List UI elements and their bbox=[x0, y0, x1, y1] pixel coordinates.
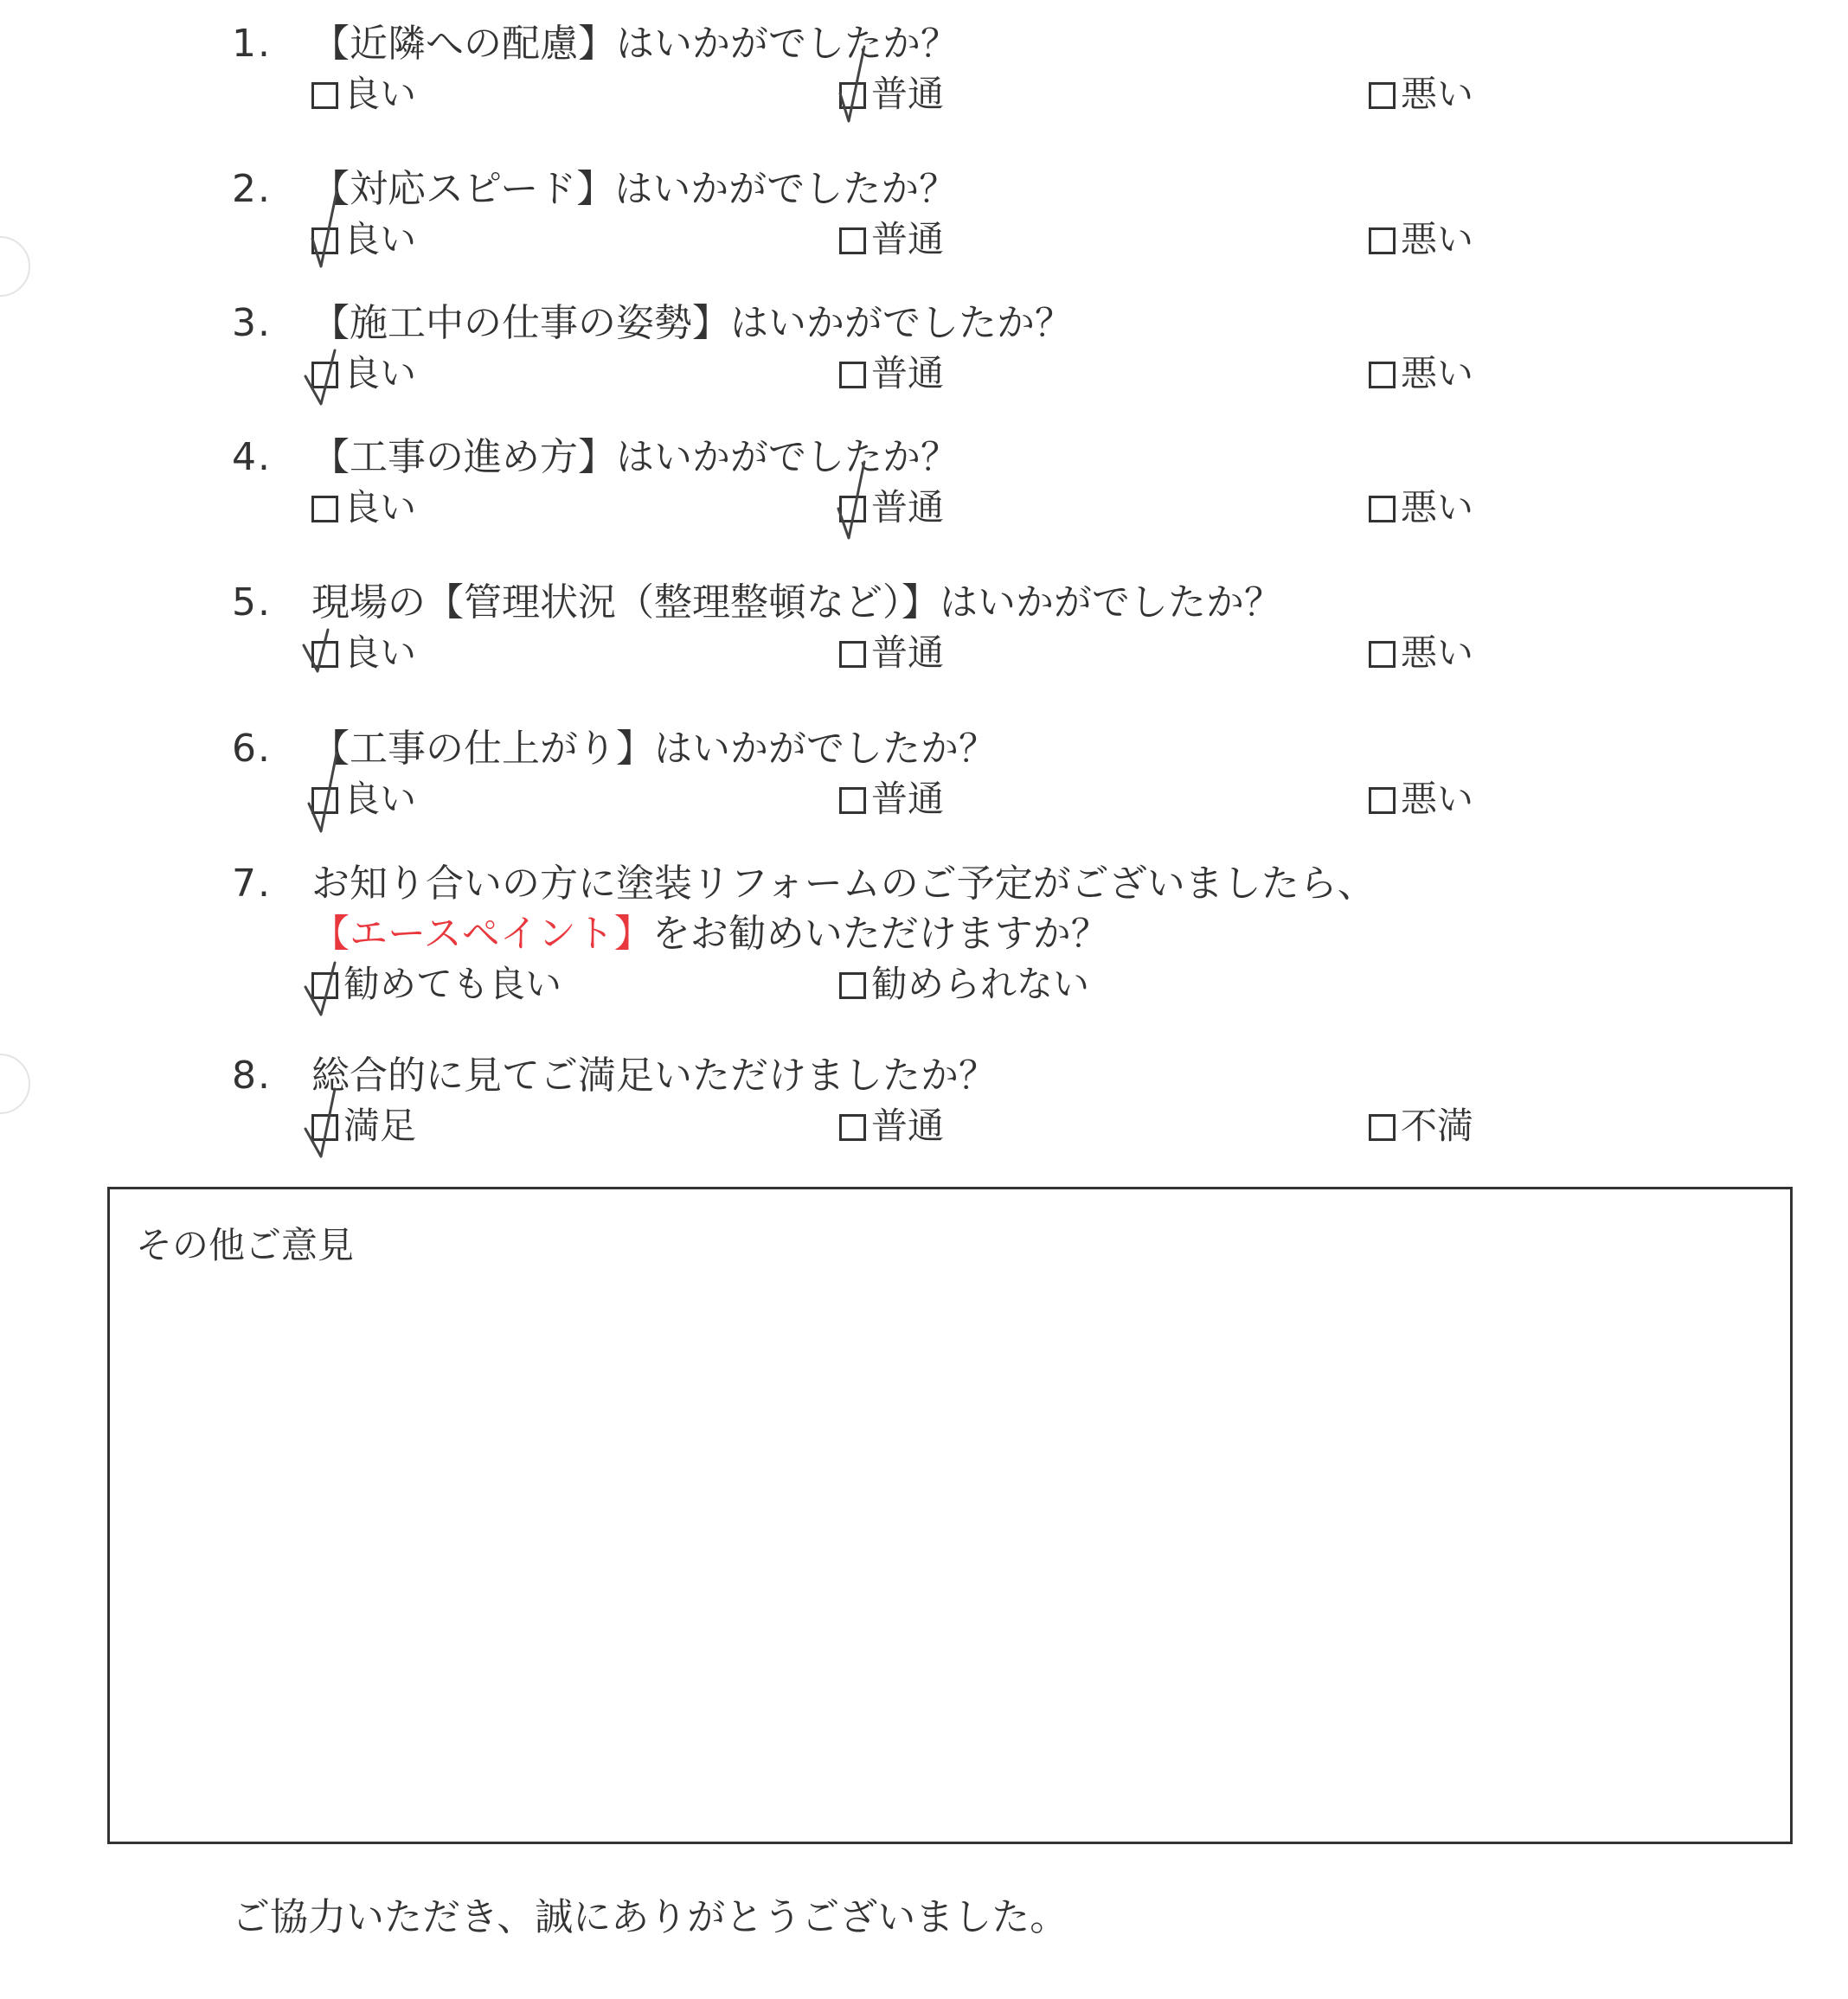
option-average[interactable]: 普通 bbox=[839, 1101, 944, 1151]
question-number: 7. bbox=[232, 862, 272, 906]
option-dissatisfied[interactable]: 不満 bbox=[1369, 1101, 1473, 1151]
question-number: 2. bbox=[232, 167, 272, 211]
option-recommend[interactable]: 勧めても良い bbox=[311, 959, 561, 1009]
checkbox[interactable] bbox=[839, 362, 866, 388]
question-text: 【近隣への配慮】はいかがでしたか？ bbox=[311, 22, 959, 66]
checkbox[interactable] bbox=[1369, 227, 1396, 254]
option-average[interactable]: 普通 bbox=[839, 69, 944, 119]
question-number: 1. bbox=[232, 22, 272, 66]
option-bad[interactable]: 悪い bbox=[1369, 628, 1473, 678]
checkbox[interactable] bbox=[311, 82, 338, 109]
checkbox[interactable] bbox=[839, 972, 866, 999]
checkbox[interactable] bbox=[1369, 1114, 1396, 1141]
checkbox-checked[interactable] bbox=[839, 82, 866, 109]
checkbox-checked[interactable] bbox=[839, 496, 866, 522]
question-text: 【工事の進め方】はいかがでしたか？ bbox=[311, 435, 959, 479]
answer-options bbox=[311, 483, 1782, 533]
option-average[interactable]: 普通 bbox=[839, 215, 944, 265]
option-good[interactable]: 良い bbox=[311, 215, 416, 265]
answer-options bbox=[311, 349, 1782, 399]
option-good[interactable]: 良い bbox=[311, 774, 416, 824]
thanks-message: ご協力いただき、誠にありがとうございました。 bbox=[232, 1895, 1068, 1939]
option-bad[interactable]: 悪い bbox=[1369, 774, 1473, 824]
question-text: お知り合いの方に塗装リフォームのご予定がございましたら、 bbox=[311, 862, 1376, 906]
company-name: 【エースペイント】 bbox=[311, 912, 652, 956]
option-satisfied[interactable]: 満足 bbox=[311, 1101, 416, 1151]
question-number: 6. bbox=[232, 727, 272, 771]
answer-options bbox=[311, 69, 1782, 119]
checkbox-checked[interactable] bbox=[311, 787, 338, 814]
option-good[interactable]: 良い bbox=[311, 349, 416, 399]
question-text: 【対応スピード】はいかがでしたか？ bbox=[311, 167, 958, 211]
checkbox[interactable] bbox=[1369, 82, 1396, 109]
checkbox[interactable] bbox=[839, 1114, 866, 1141]
checkbox[interactable] bbox=[839, 787, 866, 814]
checkbox[interactable] bbox=[1369, 641, 1396, 668]
question-text: 総合的に見てご満足いただけましたか？ bbox=[311, 1054, 997, 1098]
option-not-recommend[interactable]: 勧められない bbox=[839, 959, 1089, 1009]
answer-options bbox=[311, 1101, 1782, 1151]
checkbox-checked[interactable] bbox=[311, 362, 338, 388]
checkbox-checked[interactable] bbox=[311, 972, 338, 999]
checkbox-checked[interactable] bbox=[311, 1114, 338, 1141]
checkbox[interactable] bbox=[1369, 362, 1396, 388]
checkbox[interactable] bbox=[839, 227, 866, 254]
comments-box[interactable] bbox=[107, 1187, 1793, 1844]
checkbox[interactable] bbox=[311, 496, 338, 522]
answer-options bbox=[311, 774, 1782, 824]
option-average[interactable]: 普通 bbox=[839, 483, 944, 533]
answer-options bbox=[311, 215, 1782, 265]
question-text: 【工事の仕上がり】はいかがでしたか？ bbox=[311, 727, 997, 771]
question-number: 4. bbox=[232, 435, 272, 479]
question-text-line2: 【エースペイント】をお勧めいただけますか？ bbox=[311, 912, 1109, 956]
option-average[interactable]: 普通 bbox=[839, 349, 944, 399]
question-number: 3. bbox=[232, 301, 272, 345]
question-text: 【施工中の仕事の姿勢】はいかがでしたか？ bbox=[311, 301, 1073, 345]
checkbox-checked[interactable] bbox=[311, 641, 338, 668]
checkbox[interactable] bbox=[1369, 496, 1396, 522]
checkbox[interactable] bbox=[839, 641, 866, 668]
answer-options bbox=[311, 628, 1782, 678]
question-text: 現場の【管理状況（整理整頓など）】はいかがでしたか？ bbox=[311, 580, 1282, 625]
option-average[interactable]: 普通 bbox=[839, 628, 944, 678]
question-number: 5. bbox=[232, 580, 272, 625]
option-bad[interactable]: 悪い bbox=[1369, 483, 1473, 533]
question-number: 8. bbox=[232, 1054, 272, 1098]
option-bad[interactable]: 悪い bbox=[1369, 69, 1473, 119]
option-good[interactable]: 良い bbox=[311, 69, 416, 119]
option-good[interactable]: 良い bbox=[311, 628, 416, 678]
comments-label: その他ご意見 bbox=[136, 1224, 355, 1266]
option-bad[interactable]: 悪い bbox=[1369, 215, 1473, 265]
punch-hole-mark bbox=[0, 1051, 35, 1120]
punch-hole-mark bbox=[0, 234, 35, 303]
checkbox-checked[interactable] bbox=[311, 227, 338, 254]
option-good[interactable]: 良い bbox=[311, 483, 416, 533]
answer-options bbox=[311, 959, 1782, 1009]
checkbox[interactable] bbox=[1369, 787, 1396, 814]
option-average[interactable]: 普通 bbox=[839, 774, 944, 824]
option-bad[interactable]: 悪い bbox=[1369, 349, 1473, 399]
